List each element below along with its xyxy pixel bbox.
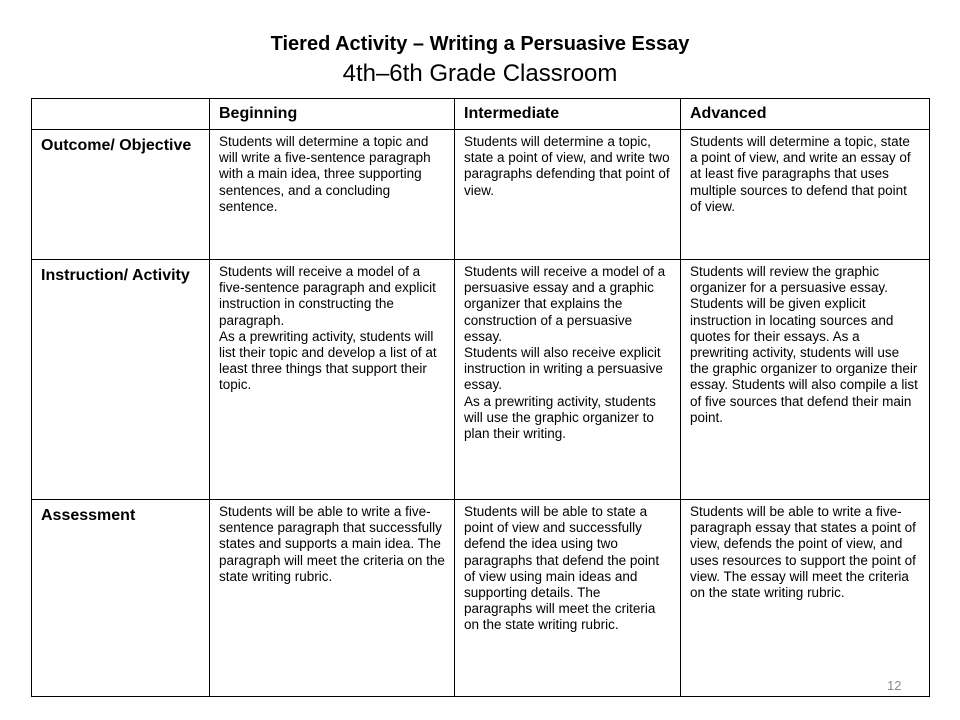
cell-instruction-beginning bbox=[210, 260, 455, 500]
cell-assessment-intermediate bbox=[455, 500, 681, 697]
cell-text: As a prewriting activity, students will list their topic and develop a list of at least three things that support their topic. bbox=[219, 328, 437, 393]
table-row bbox=[32, 130, 930, 260]
cell-text: Students will review the graphic organizer for a persuasive essay. Students will be given explicit instruction in locating sources and quotes for their essays. As a prewriting activity, students will use the graphic organizer to organize their essay. Students will also compile a list of five sources that defend their main point. bbox=[690, 264, 918, 425]
cell-assessment-beginning bbox=[210, 500, 455, 697]
header-beginning: Beginning bbox=[210, 99, 455, 130]
rubric-table bbox=[31, 98, 930, 697]
cell-outcome-advanced bbox=[681, 130, 930, 260]
header-row bbox=[32, 99, 930, 130]
cell-instruction-intermediate bbox=[455, 260, 681, 500]
cell-outcome-beginning bbox=[210, 130, 455, 260]
cell-text: Students will also receive explicit instruction in writing a persuasive essay. bbox=[464, 345, 663, 393]
cell-instruction-advanced bbox=[681, 260, 930, 500]
cell-text: Students will receive a model of a five-sentence paragraph and explicit instruction in constructing the paragraph. bbox=[219, 264, 436, 328]
cell-assessment-advanced bbox=[681, 500, 930, 697]
row-label-instruction: Instruction/ Activity bbox=[32, 260, 210, 500]
slide-title: Tiered Activity – Writing a Persuasive Essay bbox=[270, 33, 690, 55]
cell-text: Students will be able to state a point of view and successfully defend the idea using two paragraphs that defend the point of view using main ideas and supporting details. The paragraphs will meet the criteria on the state writing rubric. bbox=[464, 504, 660, 633]
cell-text: Students will receive a model of a persuasive essay and a graphic organizer that explains the construction of a persuasive essay. bbox=[464, 264, 666, 344]
page-number: 12 bbox=[887, 678, 902, 693]
cell-text: Students will determine a topic and will write a five-sentence paragraph with a main idea, three supporting sentences, and a concluding sentence. bbox=[219, 134, 431, 214]
header-corner bbox=[32, 99, 210, 130]
cell-outcome-intermediate bbox=[455, 130, 681, 260]
cell-text: As a prewriting activity, students will use the graphic organizer to plan their writing. bbox=[464, 393, 656, 442]
cell-text: Students will determine a topic, state a point of view, and write two paragraphs defending that point of view. bbox=[464, 134, 670, 198]
cell-text: Students will determine a topic, state a point of view, and write an essay of at least five paragraphs that uses multiple sources to defend that point of view. bbox=[690, 134, 911, 214]
table-row bbox=[32, 260, 930, 500]
cell-text: Students will be able to write a five-sentence paragraph that successfully states and supports a main idea. The paragraph will meet the criteria on the state writing rubric. bbox=[219, 504, 445, 584]
cell-text: Students will be able to write a five-paragraph essay that states a point of view, defends the point of view, and uses resources to support the point of view. The essay will meet the criteria on the state writing rubric. bbox=[690, 504, 916, 601]
row-label-assessment: Assessment bbox=[32, 500, 210, 697]
table-row bbox=[32, 500, 930, 697]
slide-subtitle: 4th–6th Grade Classroom bbox=[342, 60, 618, 87]
header-advanced: Advanced bbox=[681, 99, 930, 130]
row-label-outcome: Outcome/ Objective bbox=[32, 130, 210, 260]
title-block bbox=[0, 30, 960, 90]
header-intermediate: Intermediate bbox=[455, 99, 681, 130]
